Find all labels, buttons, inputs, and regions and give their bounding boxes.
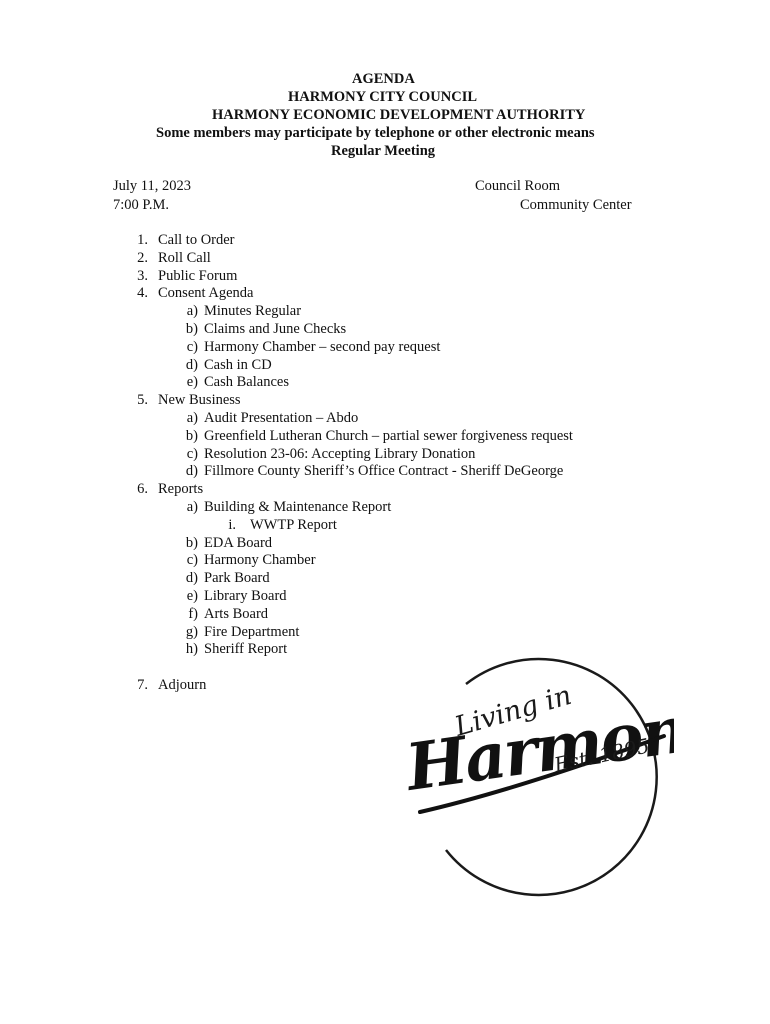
subitem-letter: e) bbox=[186, 588, 198, 604]
subitem-letter: a) bbox=[186, 499, 198, 515]
item-text: Roll Call bbox=[158, 249, 211, 266]
living-in-harmony-logo bbox=[406, 640, 674, 908]
subitem-text: Resolution 23-06: Accepting Library Donation bbox=[204, 445, 476, 462]
subitem-letter: c) bbox=[186, 338, 198, 355]
subsubitem-numeral: i. bbox=[228, 516, 236, 533]
subitem-letter: c) bbox=[186, 552, 198, 569]
subitem-text: Claims and June Checks bbox=[204, 321, 347, 337]
subitem-text: Harmony Chamber – second pay request bbox=[204, 338, 441, 355]
logo-living-in: Living in bbox=[451, 679, 576, 743]
header-council: HARMONY CITY COUNCIL bbox=[288, 89, 478, 105]
subitem-text: Sheriff Report bbox=[204, 641, 288, 658]
subitem-letter: e) bbox=[186, 374, 198, 391]
subitem-letter: b) bbox=[185, 321, 198, 337]
subitem-letter: h) bbox=[185, 641, 198, 658]
subitem-text: Park Board bbox=[204, 570, 270, 587]
subitem-letter: g) bbox=[185, 623, 198, 640]
subitem-letter: d) bbox=[185, 463, 198, 480]
meeting-building: Community Center bbox=[520, 197, 632, 213]
subitem-text: Fire Department bbox=[204, 623, 300, 640]
item-number: 4. bbox=[137, 285, 148, 302]
subitem-text: Harmony Chamber bbox=[204, 552, 316, 569]
item-text: Public Forum bbox=[158, 267, 238, 284]
item-text: Consent Agenda bbox=[158, 285, 254, 302]
subitem-text: EDA Board bbox=[204, 534, 273, 551]
header-meeting-type: Regular Meeting bbox=[331, 143, 436, 159]
item-text: Reports bbox=[158, 481, 204, 498]
header-eda: HARMONY ECONOMIC DEVELOPMENT AUTHORITY bbox=[212, 107, 586, 123]
subitem-text: Minutes Regular bbox=[204, 303, 302, 320]
meeting-time: 7:00 P.M. bbox=[113, 197, 170, 213]
header-title: AGENDA bbox=[352, 71, 415, 87]
item-number: 6. bbox=[137, 481, 148, 498]
logo-established: Est. 1895 bbox=[552, 733, 652, 777]
meeting-date: July 11, 2023 bbox=[113, 178, 192, 194]
subitem-text: Fillmore County Sheriff’s Office Contract - Sheriff DeGeorge bbox=[204, 463, 564, 480]
subitem-letter: d) bbox=[185, 570, 198, 587]
item-text: New Business bbox=[158, 392, 241, 409]
subitem-letter: d) bbox=[185, 356, 198, 373]
logo-harmony: Harmony bbox=[406, 687, 674, 806]
item-number: 2. bbox=[137, 249, 148, 266]
item-number: 1. bbox=[137, 232, 148, 248]
subitem-text: Cash in CD bbox=[204, 356, 272, 373]
item-number: 3. bbox=[137, 267, 148, 284]
subsubitem-text: WWTP Report bbox=[250, 516, 337, 533]
subitem-letter: a) bbox=[186, 303, 198, 320]
subitem-letter: b) bbox=[185, 534, 198, 551]
subitem-letter: c) bbox=[186, 445, 198, 462]
item-text: Adjourn bbox=[158, 677, 207, 693]
subitem-text: Library Board bbox=[204, 588, 287, 604]
meeting-room: Council Room bbox=[475, 178, 560, 194]
subitem-text: Greenfield Lutheran Church – partial sewer forgiveness request bbox=[204, 427, 573, 444]
item-number: 5. bbox=[137, 392, 148, 409]
subitem-text: Arts Board bbox=[204, 605, 269, 622]
header-participation-note: Some members may participate by telephone or other electronic means bbox=[156, 125, 595, 141]
subitem-text: Audit Presentation – Abdo bbox=[204, 410, 359, 426]
subitem-letter: a) bbox=[186, 410, 198, 426]
subitem-letter: b) bbox=[185, 427, 198, 444]
item-number: 7. bbox=[137, 677, 148, 693]
subitem-letter: f) bbox=[188, 605, 198, 622]
subitem-text: Cash Balances bbox=[204, 374, 289, 391]
item-text: Call to Order bbox=[158, 232, 235, 248]
subitem-text: Building & Maintenance Report bbox=[204, 499, 392, 515]
